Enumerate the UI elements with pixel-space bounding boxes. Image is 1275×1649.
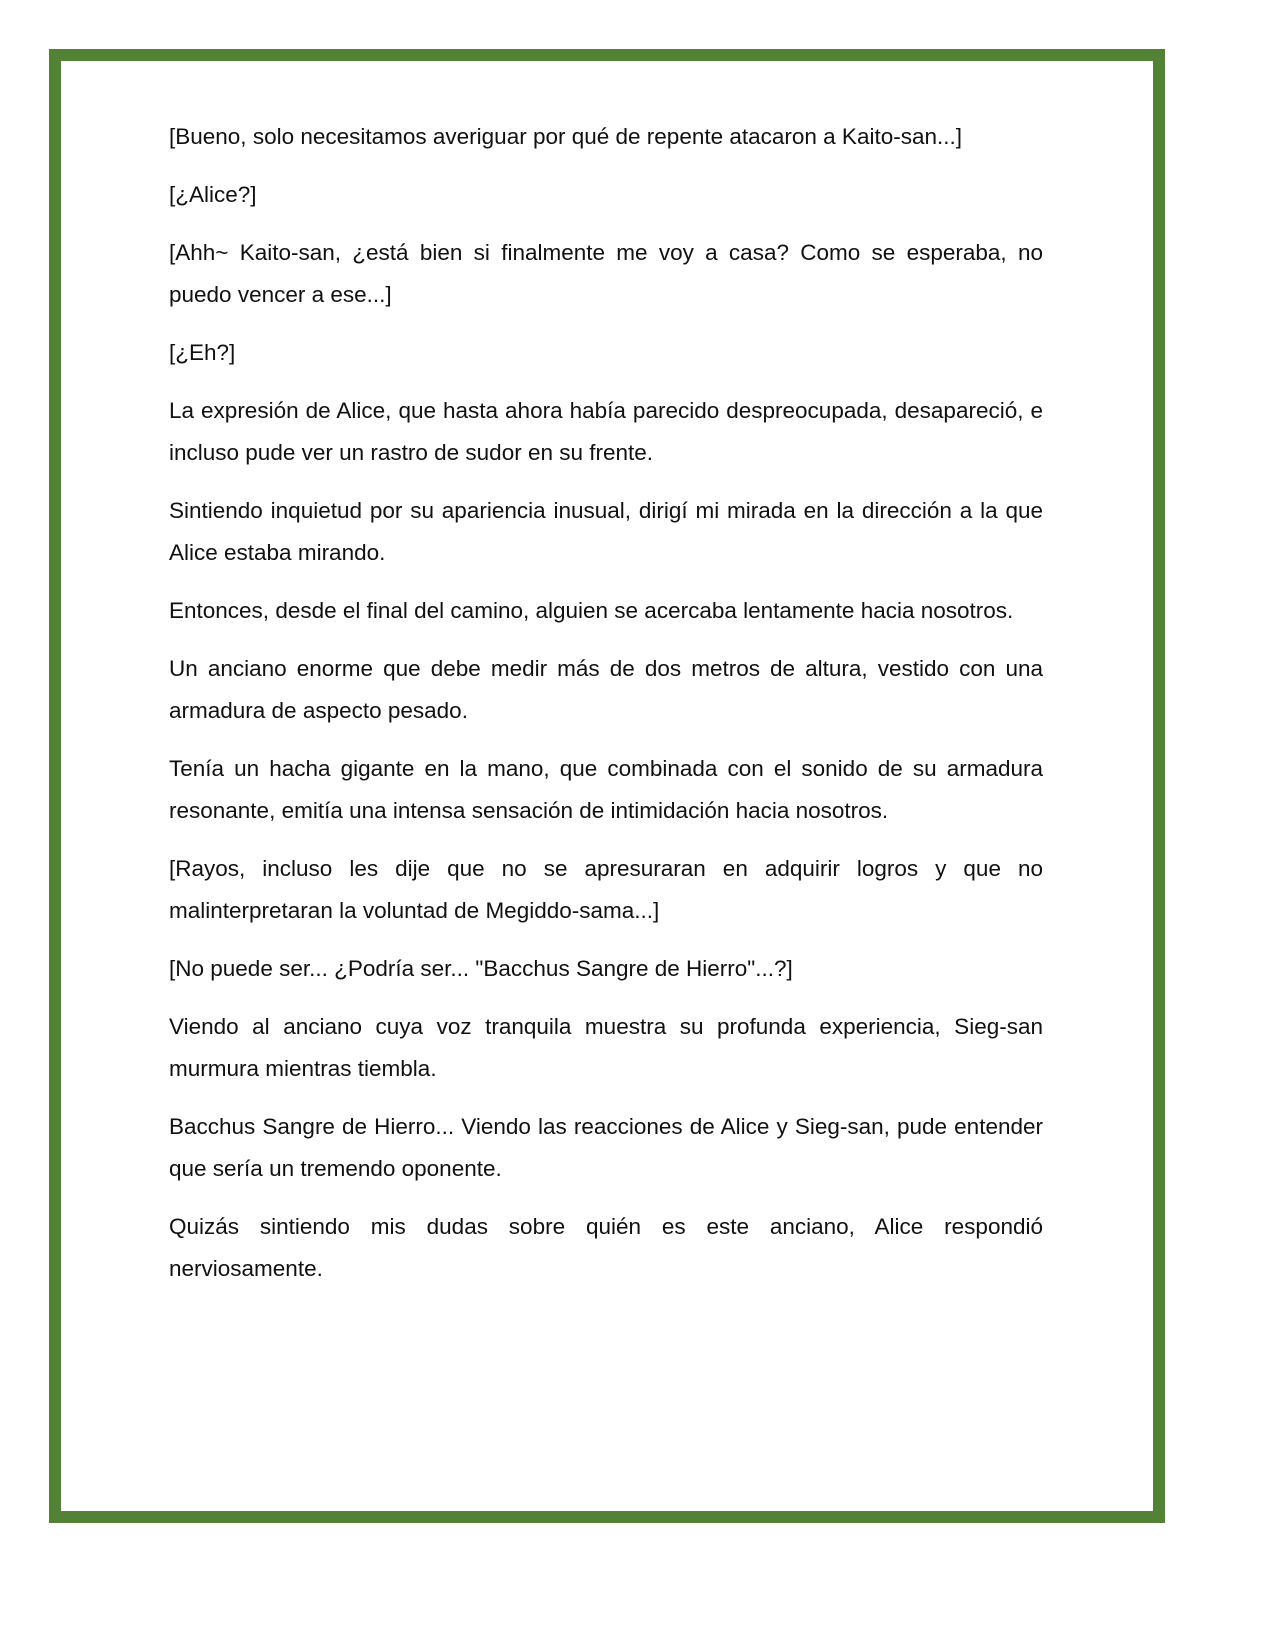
paragraph: Sintiendo inquietud por su apariencia inusual, dirigí mi mirada en la dirección a la que Alice estaba mirando. <box>169 498 1043 565</box>
paragraph: Viendo al anciano cuya voz tranquila muestra su profunda experiencia, Sieg-san murmura mientras tiembla. <box>169 1014 1043 1081</box>
paragraph: [Rayos, incluso les dije que no se apresuraran en adquirir logros y que no malinterpretaran la voluntad de Megiddo-sama...] <box>169 856 1043 923</box>
paragraph: Quizás sintiendo mis dudas sobre quién es este anciano, Alice respondió nerviosamente. <box>169 1214 1043 1281</box>
paragraph: Un anciano enorme que debe medir más de dos metros de altura, vestido con una armadura de aspecto pesado. <box>169 656 1043 723</box>
paragraph: [No puede ser... ¿Podría ser... "Bacchus Sangre de Hierro"...?] <box>169 956 793 981</box>
paragraph: [Bueno, solo necesitamos averiguar por qué de repente atacaron a Kaito-san...] <box>169 124 962 149</box>
paragraph: [¿Eh?] <box>169 340 236 365</box>
paragraph: Tenía un hacha gigante en la mano, que combinada con el sonido de su armadura resonante, emitía una intensa sensación de intimidación hacia nosotros. <box>169 756 1043 823</box>
paragraph: La expresión de Alice, que hasta ahora había parecido despreocupada, desapareció, e incluso pude ver un rastro de sudor en su frente. <box>169 398 1043 465</box>
paragraph: [Ahh~ Kaito-san, ¿está bien si finalmente me voy a casa? Como se esperaba, no puedo vencer a ese...] <box>169 240 1043 307</box>
document-body <box>169 116 1043 1306</box>
paragraph: Bacchus Sangre de Hierro... Viendo las reacciones de Alice y Sieg-san, pude entender que sería un tremendo oponente. <box>169 1114 1043 1181</box>
paragraph: Entonces, desde el final del camino, alguien se acercaba lentamente hacia nosotros. <box>169 598 1014 623</box>
paragraph: [¿Alice?] <box>169 182 257 207</box>
